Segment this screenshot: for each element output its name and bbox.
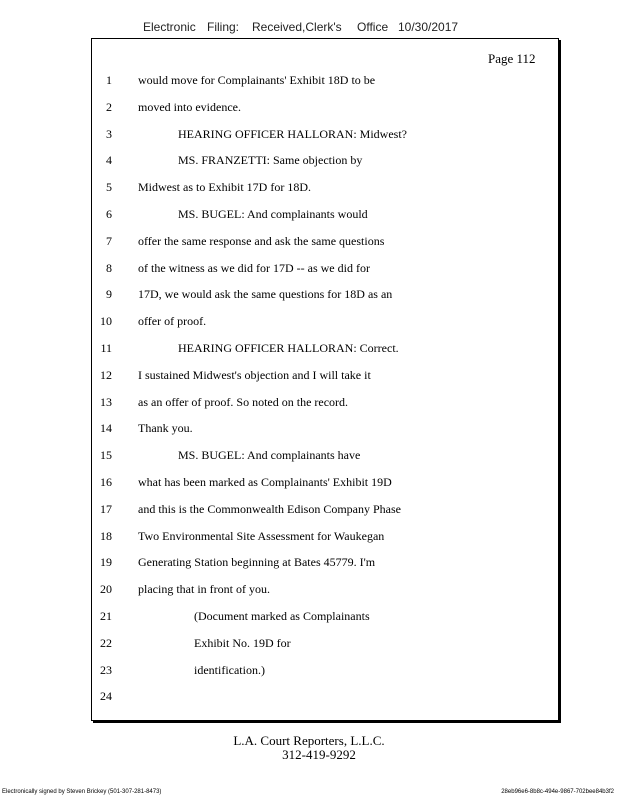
transcript-line bbox=[0, 555, 618, 575]
line-text: as an offer of proof. So noted on the record. bbox=[138, 394, 349, 409]
line-number: 20 bbox=[100, 582, 112, 597]
line-text: 17D, we would ask the same questions for 18D as an bbox=[138, 287, 393, 302]
line-number: 22 bbox=[100, 635, 112, 650]
line-number: 16 bbox=[100, 475, 112, 489]
transcript-line bbox=[0, 609, 618, 629]
line-text: Generating Station beginning at Bates 45779. I'm bbox=[138, 555, 376, 570]
line-number: 10 bbox=[100, 314, 112, 329]
transcript-line bbox=[0, 234, 618, 254]
line-number: 5 bbox=[106, 180, 112, 195]
line-text: (Document marked as Complainants bbox=[194, 609, 370, 623]
line-text: Midwest as to Exhibit 17D for 18D. bbox=[138, 180, 311, 195]
line-text: I sustained Midwest's objection and I will take it bbox=[138, 367, 371, 382]
line-number: 24 bbox=[100, 689, 112, 704]
transcript-line bbox=[0, 529, 618, 549]
line-number: 1 bbox=[106, 73, 112, 87]
line-number: 11 bbox=[100, 341, 112, 355]
line-number: 8 bbox=[106, 260, 112, 275]
footer-company: L.A. Court Reporters, L.L.C. bbox=[233, 733, 385, 748]
line-number: 18 bbox=[100, 528, 112, 543]
line-number: 6 bbox=[106, 207, 112, 221]
line-text: MS. BUGEL: And complainants would bbox=[178, 207, 368, 221]
line-text: MS. BUGEL: And complainants have bbox=[178, 448, 361, 463]
line-number: 17 bbox=[100, 501, 112, 516]
line-number: 21 bbox=[100, 609, 112, 623]
line-number: 19 bbox=[100, 555, 112, 570]
line-text: offer the same response and ask the same questions bbox=[138, 233, 385, 248]
transcript-line bbox=[0, 582, 618, 602]
transcript-line bbox=[0, 689, 618, 709]
line-text: what has been marked as Complainants' Exhibit 19D bbox=[138, 475, 392, 489]
line-number: 14 bbox=[100, 421, 112, 436]
filing-received: Received,Clerk's bbox=[252, 20, 342, 34]
signature-right: 28eb96e6-8b8c-494e-9867-702bee84b3f2 bbox=[501, 789, 614, 795]
line-text: identification.) bbox=[194, 662, 265, 677]
line-text: MS. FRANZETTI: Same objection by bbox=[178, 153, 363, 168]
filing-header bbox=[0, 20, 618, 38]
page-number: Page 112 bbox=[488, 51, 536, 66]
line-text: Thank you. bbox=[138, 421, 193, 436]
filing-electronic: Electronic bbox=[143, 20, 196, 34]
transcript-line bbox=[0, 502, 618, 522]
transcript-line bbox=[0, 153, 618, 173]
transcript-line bbox=[0, 368, 618, 388]
transcript-line bbox=[0, 261, 618, 281]
transcript-line bbox=[0, 421, 618, 441]
line-text: HEARING OFFICER HALLORAN: Correct. bbox=[178, 341, 399, 355]
line-number: 4 bbox=[106, 153, 112, 168]
line-number: 2 bbox=[106, 99, 112, 114]
line-text: of the witness as we did for 17D -- as we did for bbox=[138, 260, 370, 275]
transcript-line bbox=[0, 448, 618, 468]
transcript-line bbox=[0, 180, 618, 200]
transcript-line bbox=[0, 663, 618, 683]
line-text: placing that in front of you. bbox=[138, 582, 270, 597]
footer-phone: 312-419-9292 bbox=[282, 747, 356, 762]
line-number: 9 bbox=[106, 287, 112, 302]
line-text: HEARING OFFICER HALLORAN: Midwest? bbox=[178, 126, 407, 141]
line-number: 15 bbox=[100, 448, 112, 463]
line-number: 12 bbox=[100, 367, 112, 382]
line-text: would move for Complainants' Exhibit 18D to be bbox=[138, 73, 376, 87]
signature-left: Electronically signed by Steven Brickey (501-307-281-8473) bbox=[2, 789, 162, 795]
transcript-line bbox=[0, 73, 618, 93]
transcript-line bbox=[0, 341, 618, 361]
transcript-line bbox=[0, 127, 618, 147]
transcript-line bbox=[0, 475, 618, 495]
transcript-line bbox=[0, 287, 618, 307]
filing-filing: Filing: bbox=[207, 20, 240, 34]
line-text: moved into evidence. bbox=[138, 99, 241, 114]
line-text: Exhibit No. 19D for bbox=[194, 635, 291, 650]
transcript-line bbox=[0, 100, 618, 120]
line-number: 23 bbox=[100, 662, 112, 677]
line-number: 13 bbox=[100, 394, 112, 409]
line-text: and this is the Commonwealth Edison Company Phase bbox=[138, 501, 401, 516]
filing-date: 10/30/2017 bbox=[398, 20, 459, 34]
line-text: Two Environmental Site Assessment for Waukegan bbox=[138, 528, 385, 543]
filing-office: Office bbox=[357, 20, 389, 34]
transcript-line bbox=[0, 314, 618, 334]
transcript-line bbox=[0, 207, 618, 227]
line-number: 3 bbox=[106, 126, 112, 141]
line-number: 7 bbox=[106, 233, 112, 248]
transcript-line bbox=[0, 636, 618, 656]
line-text: offer of proof. bbox=[138, 314, 207, 329]
transcript-line bbox=[0, 395, 618, 415]
